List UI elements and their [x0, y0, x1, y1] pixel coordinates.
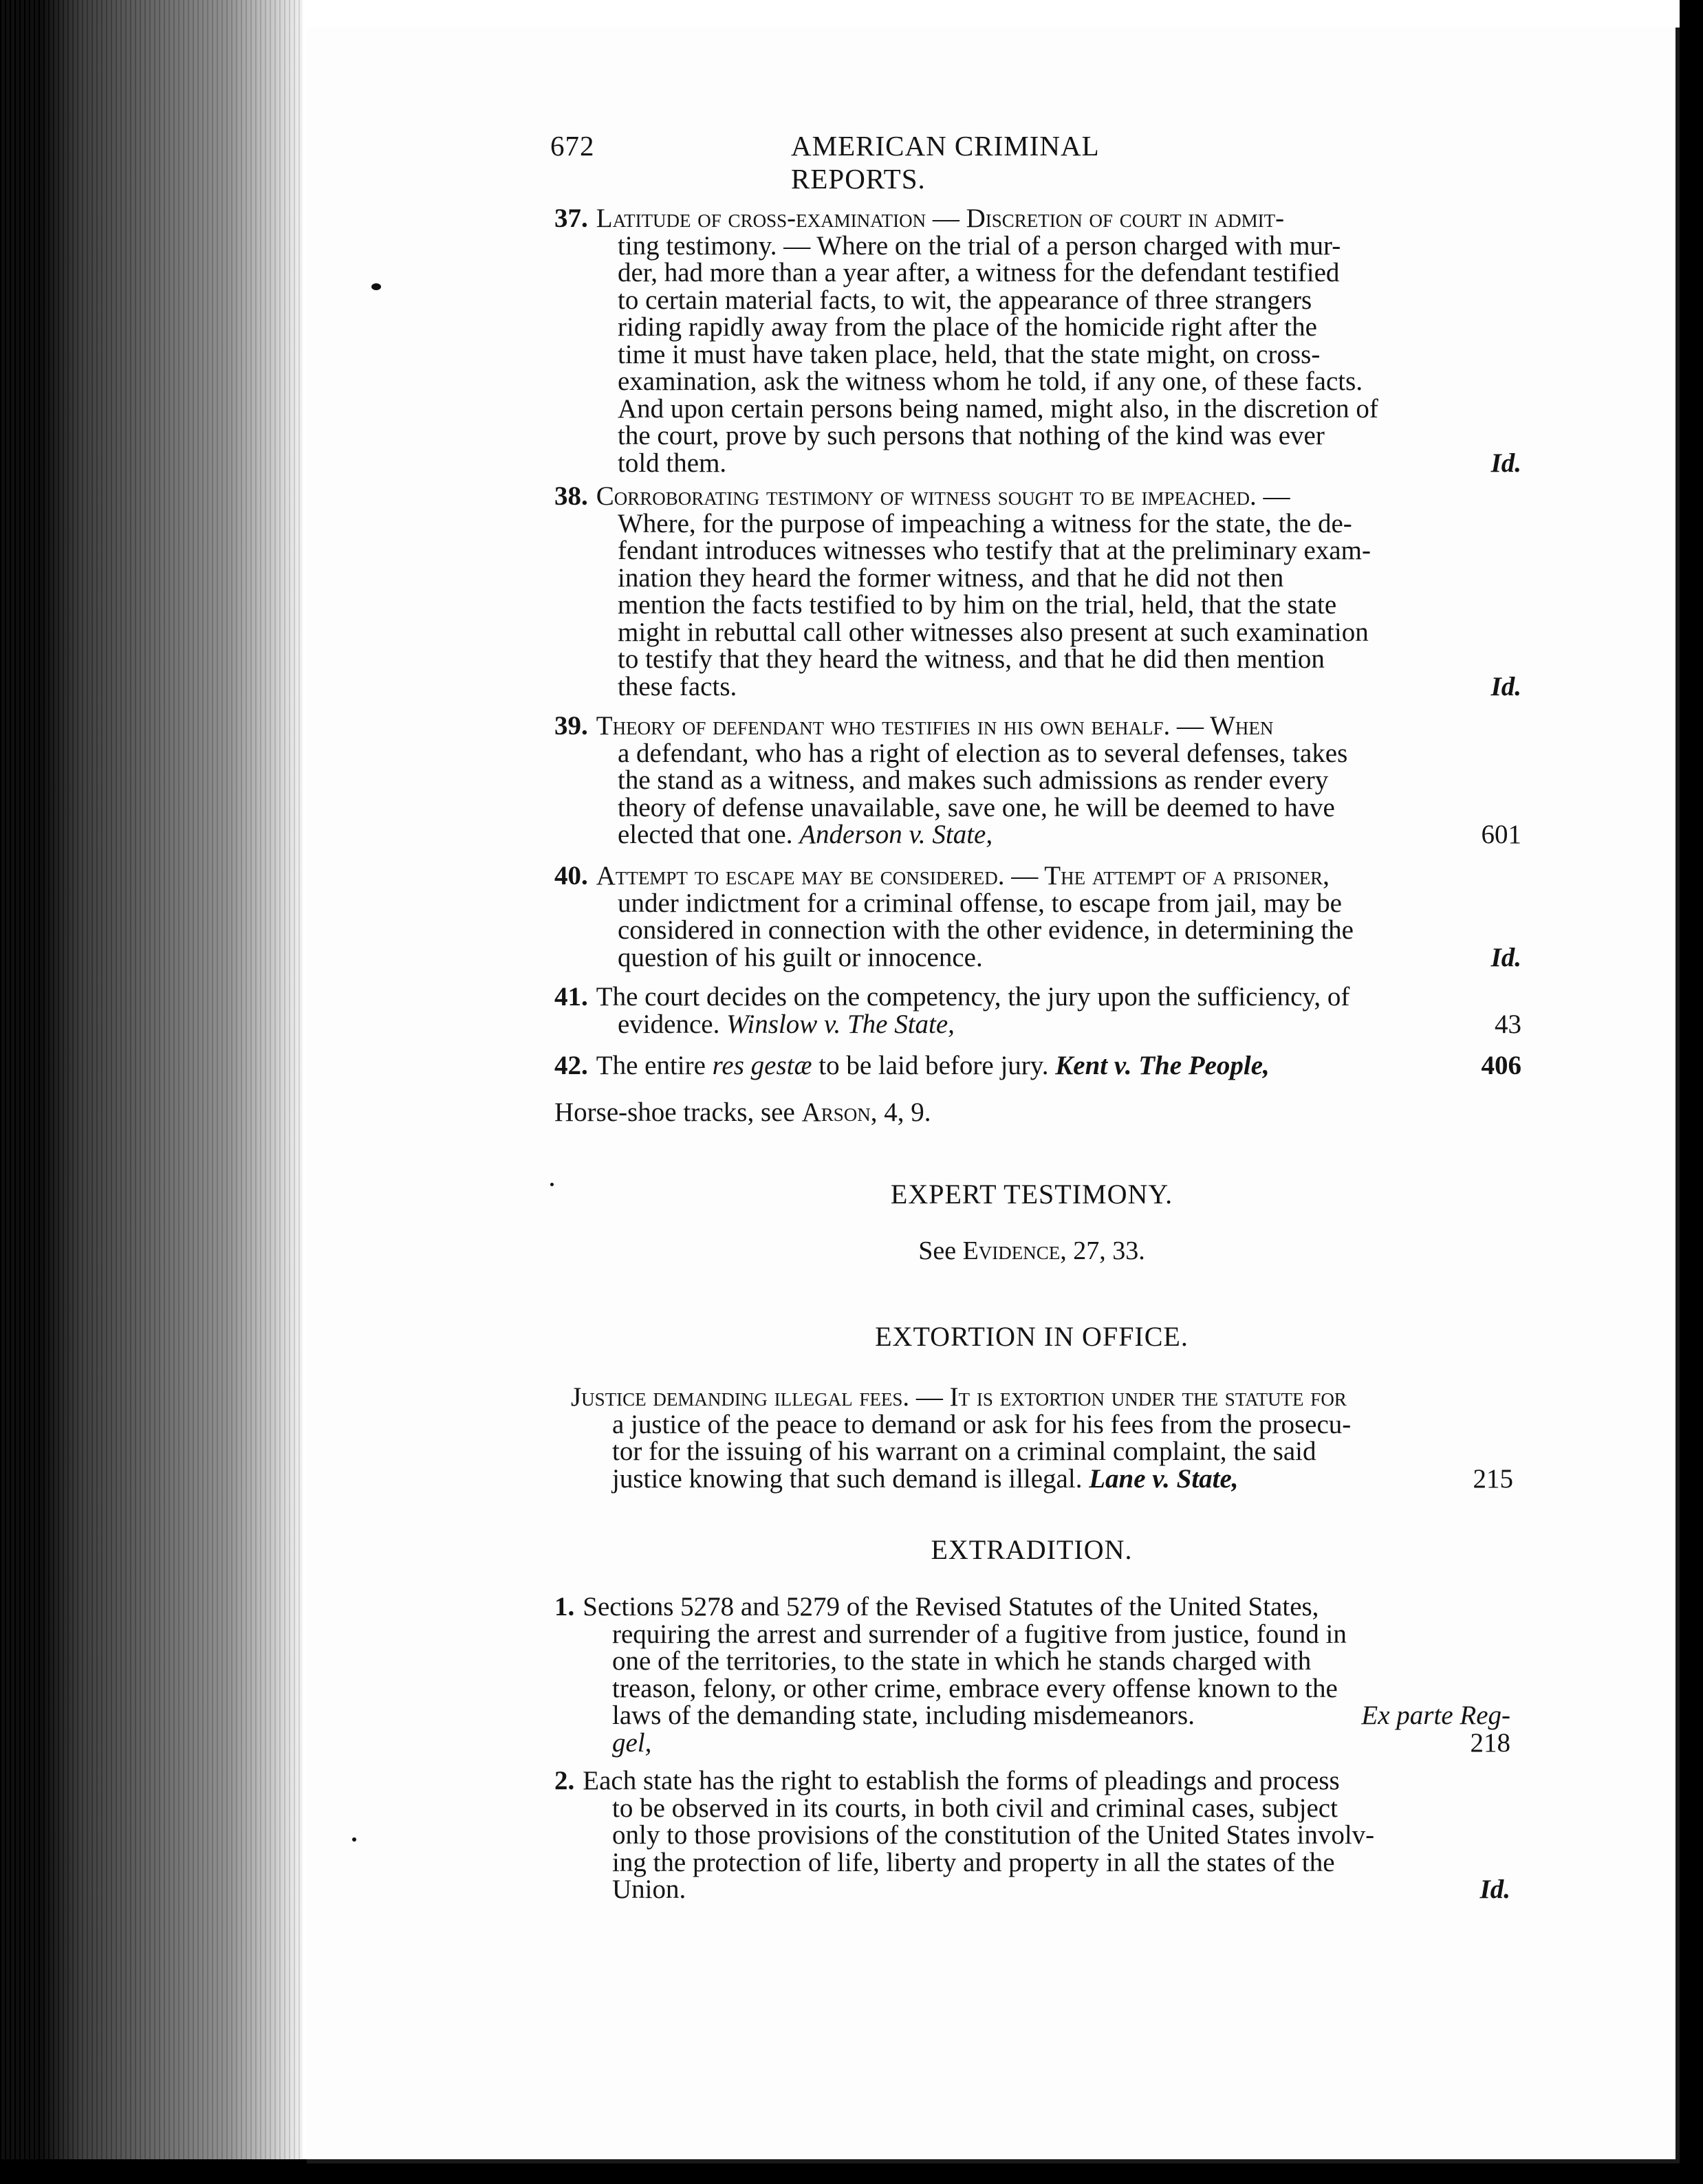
extradition-item-1-case-row	[612, 1702, 1510, 1729]
extradition-item-1	[554, 1593, 1510, 1756]
extradition-item-1-page: 218	[1470, 1727, 1510, 1758]
scan-speck	[550, 1183, 554, 1186]
entry-38-line: to testify that they heard the witness, and that he did then mention	[618, 644, 1325, 674]
book-binding-edge	[0, 0, 303, 2184]
scan-speck	[352, 1837, 356, 1842]
entry-41-page: 43	[1495, 1009, 1521, 1039]
entry-40-citation: Id.	[1490, 942, 1521, 972]
section-title-extradition: EXTRADITION.	[931, 1534, 1133, 1565]
extortion-citation-row	[612, 1465, 1513, 1493]
entry-37-line: 37. Latitude of cross-examination — Discretion of court in admit-	[554, 204, 1285, 233]
entry-40-citation-row	[618, 944, 1521, 972]
entry-37-line: time it must have taken place, held, that the state might, on cross-	[618, 339, 1321, 369]
extradition-item-1-line: requiring the arrest and surrender of a fugitive from justice, found in	[612, 1619, 1347, 1649]
entry-42-page: 406	[1481, 1051, 1521, 1080]
entry-38-line: ination they heard the former witness, and that he did not then	[618, 563, 1284, 593]
entry-37	[554, 205, 1521, 477]
extradition-item-1-case-part1: Ex parte Reg-	[1361, 1701, 1510, 1730]
cross-reference: Horse-shoe tracks, see Arson, 4, 9.	[554, 1098, 931, 1127]
entry-37-citation: Id.	[1490, 448, 1521, 478]
page-number: 672	[550, 130, 595, 162]
extortion-case: Lane v. State,	[1089, 1463, 1239, 1494]
extradition-item-1-line: treason, felony, or other crime, embrace every offense known to the	[612, 1673, 1338, 1703]
entry-37-line: ting testimony. — Where on the trial of a person charged with mur-	[618, 230, 1341, 261]
running-title: AMERICAN CRIMINAL REPORTS.	[791, 130, 1099, 195]
entry-40-line: considered in connection with the other evidence, in determining the	[618, 915, 1354, 945]
entry-38-citation-row	[618, 673, 1521, 701]
entry-40-line: 40. Attempt to escape may be considered. — The attempt of a prisoner,	[554, 861, 1330, 891]
extradition-item-2-line: only to those provisions of the constitution of the United States involv-	[612, 1820, 1375, 1850]
entry-39-line: the stand as a witness, and makes such admissions as render every	[618, 765, 1329, 795]
extradition-item-1-line: one of the territories, to the state in which he stands charged with	[612, 1646, 1312, 1676]
extradition-item-2-citation: Id.	[1479, 1875, 1510, 1904]
extortion-line: a justice of the peace to demand or ask for his fees from the prosecu-	[612, 1409, 1352, 1439]
entry-37-line: examination, ask the witness whom he told, if any one, of these facts.	[618, 367, 1363, 396]
extradition-item-2-line: 2. Each state has the right to establish the forms of pleadings and process	[554, 1766, 1340, 1795]
entry-41	[554, 983, 1521, 1038]
entry-37-line: der, had more than a year after, a witness for the defendant testified	[618, 258, 1340, 287]
extortion-line: tor for the issuing of his warrant on a criminal complaint, the said	[612, 1437, 1316, 1466]
running-header	[550, 129, 1238, 195]
extortion-entry	[571, 1384, 1513, 1492]
entry-40	[554, 862, 1521, 971]
entry-39-case: Anderson v. State,	[799, 820, 993, 849]
entry-41-line: 41. The court decides on the competency, the jury upon the sufficiency, of	[554, 982, 1350, 1012]
extortion-line: Justice demanding illegal fees. — It is extortion under the statute for	[571, 1382, 1347, 1412]
cross-reference-target: Arson	[801, 1098, 871, 1127]
extortion-page: 215	[1473, 1463, 1513, 1494]
section-title-extortion-in-office: EXTORTION IN OFFICE.	[875, 1321, 1189, 1352]
extradition-item-2-citation-row	[612, 1876, 1510, 1903]
entry-39	[554, 712, 1521, 849]
entry-39-line: 39. Theory of defendant who testifies in his own behalf. — When	[554, 711, 1274, 741]
entry-37-line: riding rapidly away from the place of the homicide right after the	[618, 312, 1317, 342]
entry-39-citation-row	[618, 821, 1521, 849]
scan-speck	[371, 283, 381, 290]
see-also-evidence: See Evidence, 27, 33.	[918, 1236, 1145, 1265]
extradition-item-1-case-part2: gel,	[612, 1727, 652, 1758]
entry-38	[554, 483, 1521, 700]
entry-38-line: fendant introduces witnesses who testify that at the preliminary exam-	[618, 536, 1371, 565]
entry-39-line: a defendant, who has a right of election as to several defenses, takes	[618, 738, 1348, 768]
extradition-item-2-last-line: Union.	[612, 1875, 686, 1904]
extradition-item-2-line: to be observed in its courts, in both civil and criminal cases, subject	[612, 1793, 1338, 1823]
entry-38-line: might in rebuttal call other witnesses also present at such examination	[618, 617, 1369, 647]
entry-39-line: theory of defense unavailable, save one, he will be deemed to have	[618, 792, 1335, 822]
entry-38-last-line: these facts.	[618, 671, 737, 701]
extradition-item-1-line: 1. Sections 5278 and 5279 of the Revised Statutes of the United States,	[554, 1592, 1319, 1621]
entry-37-citation-row	[618, 450, 1521, 477]
entry-41-case: Winslow v. The State,	[726, 1009, 955, 1039]
entry-38-line: 38. Corroborating testimony of witness sought to be impeached. —	[554, 481, 1290, 511]
entry-42	[554, 1052, 1521, 1080]
extortion-last-line: justice knowing that such demand is illegal.	[612, 1463, 1083, 1494]
entry-41-citation-row	[618, 1011, 1521, 1038]
entry-37-line: And upon certain persons being named, might also, in the discretion of	[618, 393, 1378, 424]
entry-39-last-line: elected that one.	[618, 820, 793, 849]
entry-37-line: to certain material facts, to wit, the appearance of three strangers	[618, 285, 1312, 315]
entry-40-last-line: question of his guilt or innocence.	[618, 942, 983, 972]
scan-border-right	[1680, 0, 1703, 2184]
entry-37-line: the court, prove by such persons that nothing of the kind was ever	[618, 421, 1325, 450]
entry-42-case: Kent v. The People,	[1055, 1051, 1270, 1080]
extradition-item-1-line: laws of the demanding state, including misdemeanors.	[612, 1701, 1195, 1730]
entry-37-last-line: told them.	[618, 448, 727, 478]
entry-42-row: 42. The entire res gestæ to be laid before jury. Kent v. The People, 406	[554, 1051, 1521, 1080]
extradition-item-1-citation-row	[612, 1729, 1510, 1757]
entry-40-line: under indictment for a criminal offense, to escape from jail, may be	[618, 888, 1342, 918]
entry-41-last-line: evidence.	[618, 1009, 720, 1039]
entry-42-italic-phrase: res gestæ	[712, 1051, 812, 1080]
extradition-item-2-line: ing the protection of life, liberty and property in all the states of the	[612, 1847, 1335, 1877]
entry-38-line: mention the facts testified to by him on the trial, held, that the state	[618, 590, 1337, 620]
entry-39-page: 601	[1481, 820, 1521, 849]
entry-38-line: Where, for the purpose of impeaching a witness for the state, the de-	[618, 508, 1352, 538]
extradition-item-2	[554, 1767, 1510, 1903]
entry-38-citation: Id.	[1490, 671, 1521, 701]
section-title-expert-testimony: EXPERT TESTIMONY.	[890, 1179, 1173, 1210]
entry-42-number: 42.	[554, 1051, 588, 1080]
